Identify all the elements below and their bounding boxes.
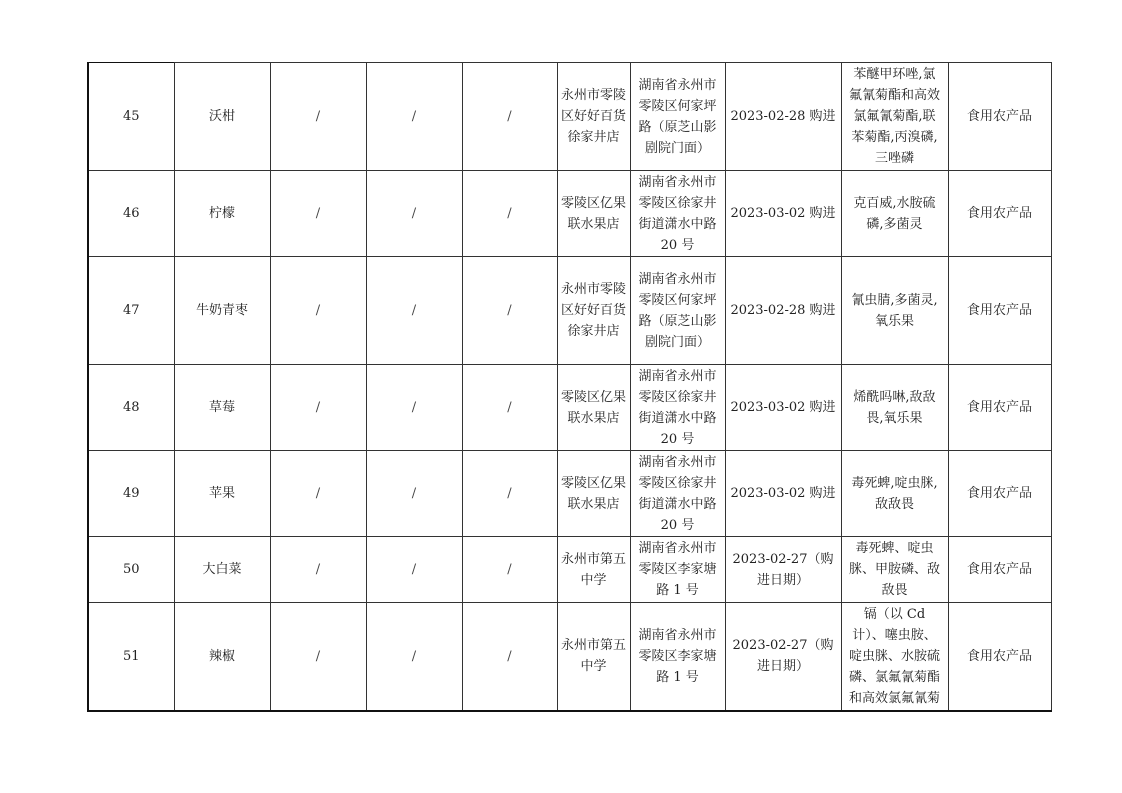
table-row xyxy=(88,365,1051,451)
purchase-date: 2023-02-27（购进日期） xyxy=(725,537,841,603)
empty-cell: / xyxy=(462,63,557,171)
empty-cell: / xyxy=(462,603,557,711)
sample-name: 牛奶青枣 xyxy=(174,257,270,365)
empty-cell: / xyxy=(462,257,557,365)
product-category: 食用农产品 xyxy=(948,451,1051,537)
empty-cell: / xyxy=(462,365,557,451)
empty-cell: / xyxy=(270,451,366,537)
empty-cell: / xyxy=(366,171,462,257)
seller-address: 湖南省永州市零陵区李家塘路 1 号 xyxy=(630,537,725,603)
serial-number: 45 xyxy=(88,63,174,171)
sample-name: 苹果 xyxy=(174,451,270,537)
empty-cell: / xyxy=(270,537,366,603)
failed-items: 氰虫腈,多菌灵,氧乐果 xyxy=(841,257,948,365)
seller-address: 湖南省永州市零陵区李家塘路 1 号 xyxy=(630,603,725,711)
empty-cell: / xyxy=(270,365,366,451)
serial-number: 50 xyxy=(88,537,174,603)
serial-number: 49 xyxy=(88,451,174,537)
empty-cell: / xyxy=(366,603,462,711)
empty-cell: / xyxy=(366,365,462,451)
purchase-date: 2023-03-02 购进 xyxy=(725,451,841,537)
failed-items: 毒死蜱,啶虫脒,敌敌畏 xyxy=(841,451,948,537)
empty-cell: / xyxy=(270,63,366,171)
seller-name: 永州市第五中学 xyxy=(557,537,630,603)
empty-cell: / xyxy=(462,451,557,537)
purchase-date: 2023-03-02 购进 xyxy=(725,365,841,451)
purchase-date: 2023-02-28 购进 xyxy=(725,63,841,171)
empty-cell: / xyxy=(270,257,366,365)
failed-items: 毒死蜱、啶虫脒、甲胺磷、敌敌畏 xyxy=(841,537,948,603)
product-category: 食用农产品 xyxy=(948,171,1051,257)
seller-address: 湖南省永州市零陵区徐家井街道潇水中路 20 号 xyxy=(630,365,725,451)
purchase-date: 2023-02-28 购进 xyxy=(725,257,841,365)
failed-items: 苯醚甲环唑,氯氟氰菊酯和高效氯氟氰菊酯,联苯菊酯,丙溴磷,三唑磷 xyxy=(841,63,948,171)
product-category: 食用农产品 xyxy=(948,257,1051,365)
seller-name: 永州市零陵区好好百货徐家井店 xyxy=(557,257,630,365)
seller-name: 零陵区亿果联水果店 xyxy=(557,365,630,451)
product-category: 食用农产品 xyxy=(948,603,1051,711)
serial-number: 51 xyxy=(88,603,174,711)
empty-cell: / xyxy=(366,257,462,365)
empty-cell: / xyxy=(270,171,366,257)
empty-cell: / xyxy=(462,171,557,257)
sample-name: 草莓 xyxy=(174,365,270,451)
seller-name: 零陵区亿果联水果店 xyxy=(557,171,630,257)
empty-cell: / xyxy=(366,537,462,603)
empty-cell: / xyxy=(462,537,557,603)
sampling-results-table xyxy=(87,62,1052,712)
sample-name: 柠檬 xyxy=(174,171,270,257)
serial-number: 46 xyxy=(88,171,174,257)
seller-address: 湖南省永州市零陵区何家坪路（原芝山影剧院门面） xyxy=(630,257,725,365)
purchase-date: 2023-03-02 购进 xyxy=(725,171,841,257)
seller-address: 湖南省永州市零陵区何家坪路（原芝山影剧院门面） xyxy=(630,63,725,171)
sample-name: 大白菜 xyxy=(174,537,270,603)
product-category: 食用农产品 xyxy=(948,63,1051,171)
product-category: 食用农产品 xyxy=(948,537,1051,603)
failed-items: 镉（以 Cd 计）、噻虫胺、啶虫脒、水胺硫磷、氯氟氰菊酯和高效氯氟氰菊 xyxy=(841,603,948,711)
table-row xyxy=(88,451,1051,537)
seller-address: 湖南省永州市零陵区徐家井街道潇水中路 20 号 xyxy=(630,171,725,257)
serial-number: 48 xyxy=(88,365,174,451)
empty-cell: / xyxy=(366,63,462,171)
seller-name: 永州市第五中学 xyxy=(557,603,630,711)
empty-cell: / xyxy=(270,603,366,711)
product-category: 食用农产品 xyxy=(948,365,1051,451)
seller-name: 零陵区亿果联水果店 xyxy=(557,451,630,537)
table-row xyxy=(88,63,1051,171)
serial-number: 47 xyxy=(88,257,174,365)
table-row xyxy=(88,537,1051,603)
sample-name: 辣椒 xyxy=(174,603,270,711)
table-row xyxy=(88,257,1051,365)
empty-cell: / xyxy=(366,451,462,537)
seller-name: 永州市零陵区好好百货徐家井店 xyxy=(557,63,630,171)
purchase-date: 2023-02-27（购进日期） xyxy=(725,603,841,711)
sample-name: 沃柑 xyxy=(174,63,270,171)
table-row xyxy=(88,171,1051,257)
failed-items: 烯酰吗啉,敌敌畏,氧乐果 xyxy=(841,365,948,451)
seller-address: 湖南省永州市零陵区徐家井街道潇水中路 20 号 xyxy=(630,451,725,537)
failed-items: 克百威,水胺硫磷,多菌灵 xyxy=(841,171,948,257)
table-row xyxy=(88,603,1051,711)
